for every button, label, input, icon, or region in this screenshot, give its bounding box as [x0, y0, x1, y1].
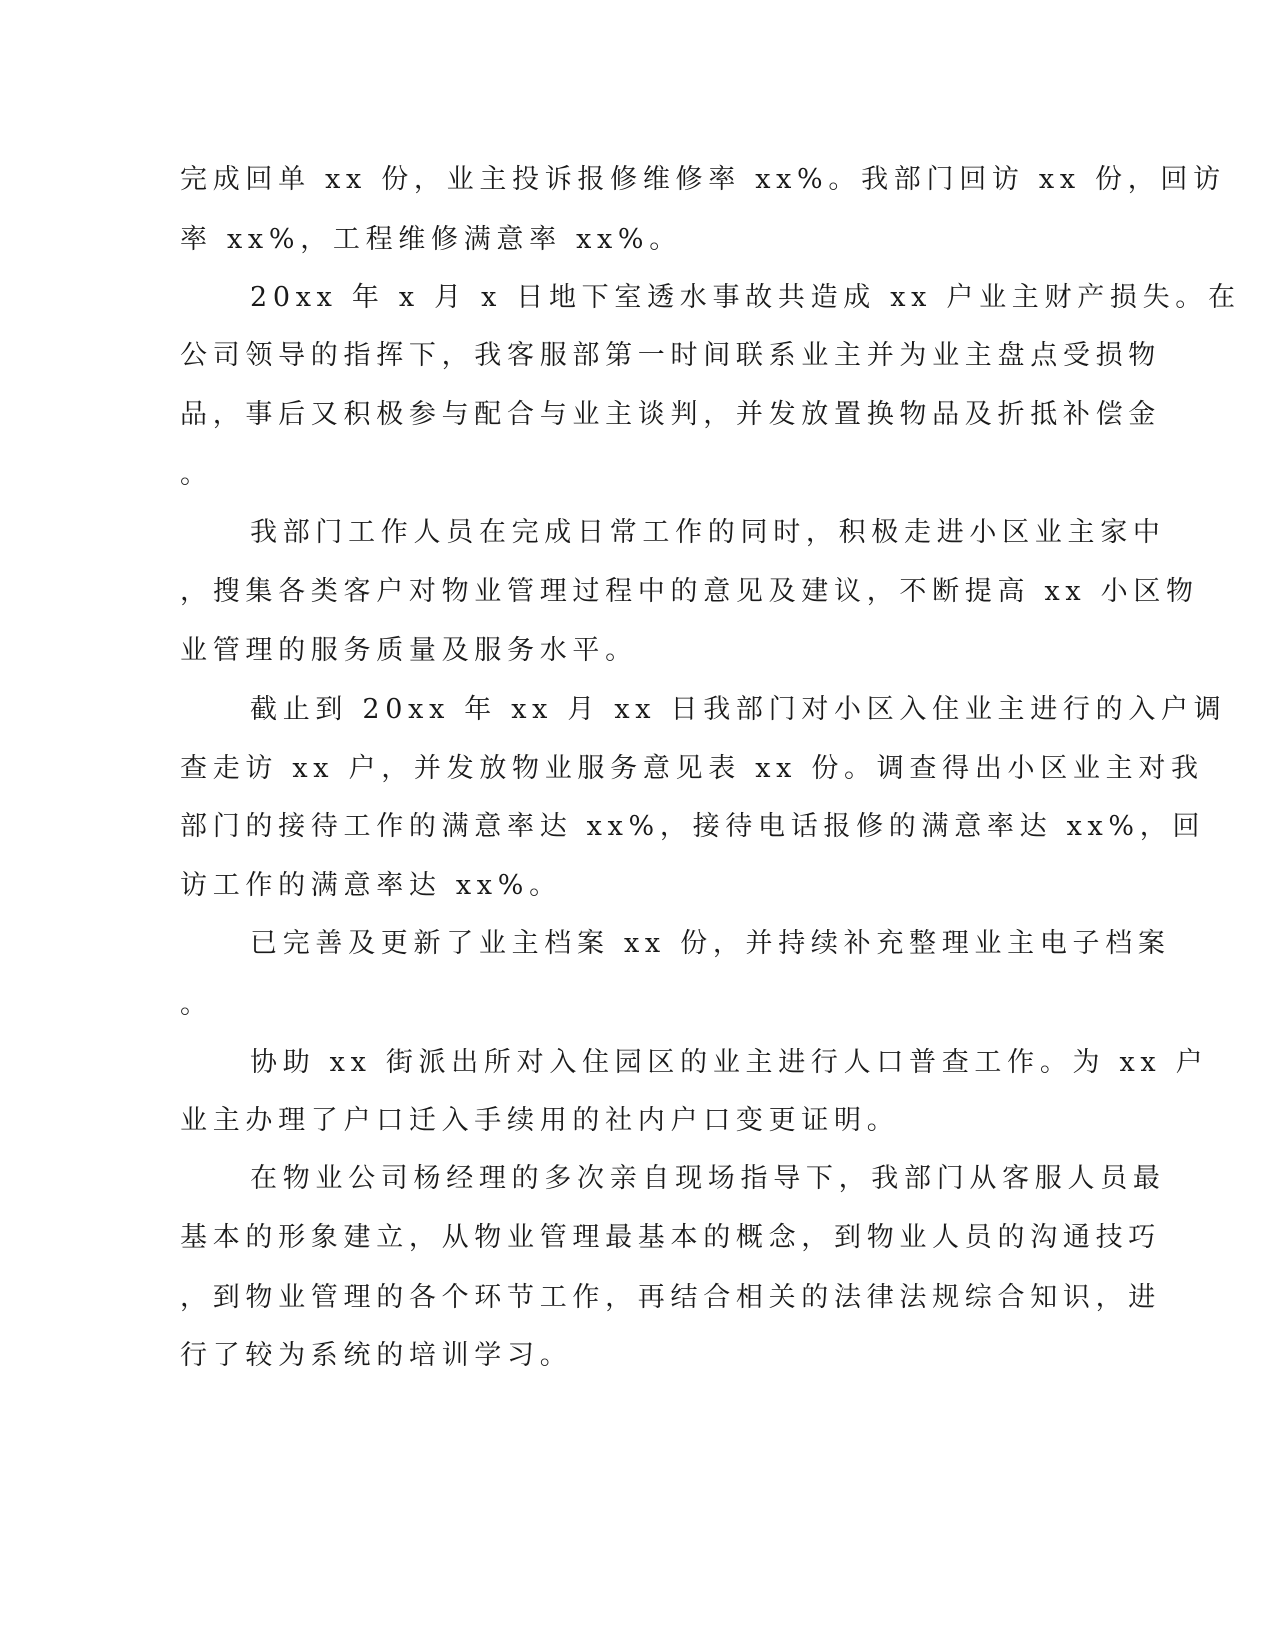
- text-line: 查走访 xx 户，并发放物业服务意见表 xx 份。调查得出小区业主对我: [180, 753, 1204, 784]
- text-line: 基本的形象建立，从物业管理最基本的概念，到物业人员的沟通技巧: [180, 1222, 1161, 1253]
- text-line: 访工作的满意率达 xx%。: [180, 870, 562, 901]
- text-line: 完成回单 xx 份，业主投诉报修维修率 xx%。我部门回访 xx 份，回访: [180, 164, 1226, 195]
- text-line: 公司领导的指挥下，我客服部第一时间联系业主并为业主盘点受损物: [180, 340, 1161, 371]
- text-line: 品，事后又积极参与配合与业主谈判，并发放置换物品及折抵补偿金: [180, 399, 1161, 430]
- text-line: 20xx 年 x 月 x 日地下室透水事故共造成 xx 户业主财产损失。在: [250, 282, 1241, 313]
- text-line: 截止到 20xx 年 xx 月 xx 日我部门对小区入住业主进行的入户调: [250, 694, 1227, 725]
- text-line: 。: [180, 459, 213, 490]
- text-line: ，搜集各类客户对物业管理过程中的意见及建议，不断提高 xx 小区物: [180, 576, 1199, 607]
- text-line: 部门的接待工作的满意率达 xx%，接待电话报修的满意率达 xx%，回: [180, 811, 1206, 842]
- text-line: 我部门工作人员在完成日常工作的同时，积极走进小区业主家中: [250, 517, 1166, 548]
- text-line: 行了较为系统的培训学习。: [180, 1340, 573, 1371]
- text-line: 。: [180, 989, 213, 1020]
- text-line: 率 xx%，工程维修满意率 xx%。: [180, 224, 682, 255]
- text-line: ，到物业管理的各个环节工作，再结合相关的法律法规综合知识，进: [180, 1282, 1161, 1313]
- text-line: 已完善及更新了业主档案 xx 份，并持续补充整理业主电子档案: [250, 928, 1171, 959]
- text-line: 业主办理了户口迁入手续用的社内户口变更证明。: [180, 1105, 900, 1136]
- text-line: 业管理的服务质量及服务水平。: [180, 635, 638, 666]
- text-line: 协助 xx 街派出所对入住园区的业主进行人口普查工作。为 xx 户: [250, 1047, 1209, 1078]
- text-line: 在物业公司杨经理的多次亲自现场指导下，我部门从客服人员最: [250, 1163, 1166, 1194]
